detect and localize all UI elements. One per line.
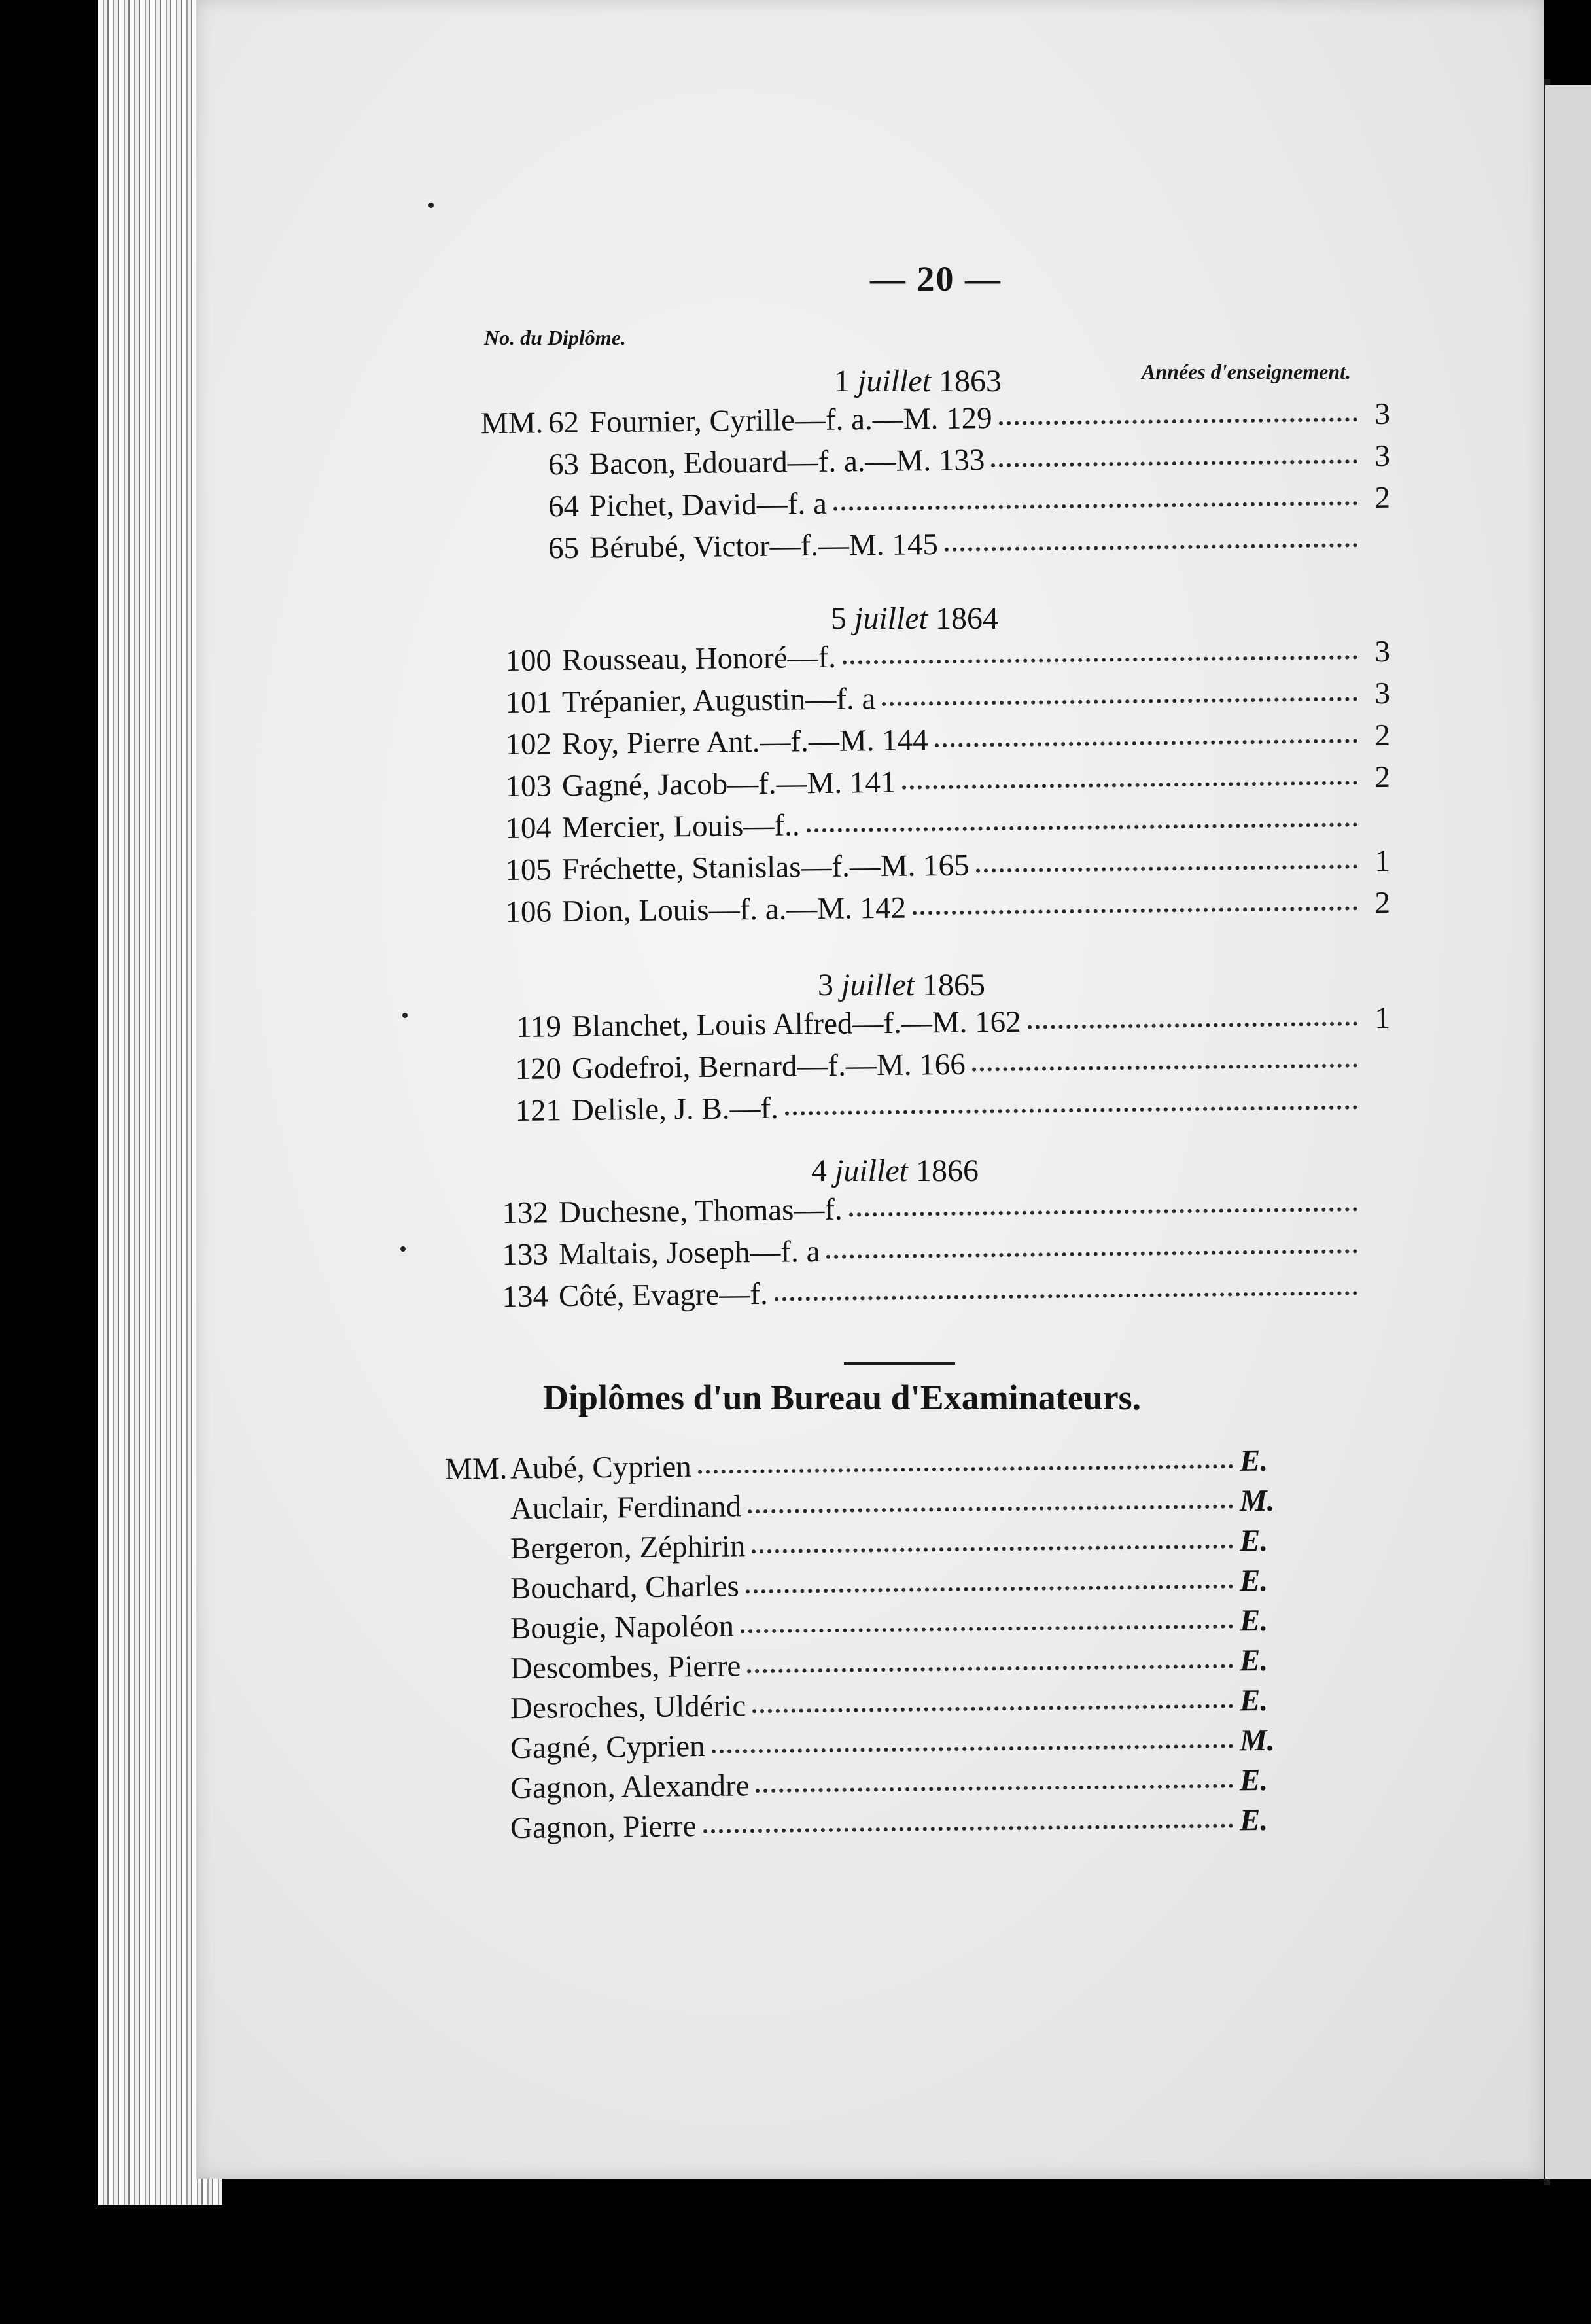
teacher-name: Gagnon, Alexandre (510, 1769, 750, 1806)
column-header-diploma-number: No. du Diplôme. (484, 326, 626, 349)
dot-leader (752, 1703, 1233, 1714)
date-day: 4 (811, 1153, 827, 1188)
dot-leader (935, 737, 1357, 747)
dot-leader (756, 1783, 1233, 1793)
diploma-number: 100 (505, 643, 552, 678)
date-year: 1865 (922, 968, 985, 1002)
bureau-row (510, 1563, 1276, 1610)
dot-leader (698, 1463, 1233, 1474)
teacher-name: Aubé, Cyprien (510, 1449, 691, 1486)
years-teaching: 2 (1374, 885, 1391, 921)
teacher-name: Auclair, Ferdinand (510, 1489, 742, 1526)
teacher-name: Gagné, Jacob—f.—M. 141 (561, 765, 896, 803)
years-teaching: 2 (1374, 760, 1391, 795)
honorific-prefix (481, 516, 546, 517)
years-teaching: 2 (1374, 480, 1391, 515)
dot-leader (1028, 1020, 1357, 1029)
dot-leader (976, 863, 1357, 872)
date-month: juillet (858, 364, 931, 398)
section-date (818, 967, 985, 1003)
dot-leader (972, 1062, 1357, 1071)
dot-leader (752, 1543, 1233, 1554)
dot-leader (945, 542, 1357, 552)
section-date (834, 363, 1002, 399)
dot-leader (999, 416, 1357, 425)
date-day: 5 (831, 601, 847, 636)
teacher-name: Bérubé, Victor—f.—M. 145 (589, 527, 939, 565)
dot-leader (712, 1743, 1233, 1753)
years-teaching: 3 (1374, 676, 1391, 711)
section-date (831, 601, 998, 637)
teacher-name: Bouchard, Charles (510, 1569, 740, 1606)
dot-leader (902, 779, 1357, 789)
years-teaching: 3 (1374, 396, 1391, 431)
dot-leader (775, 1290, 1357, 1301)
dot-leader (746, 1583, 1233, 1594)
diploma-grade: E. (1239, 1643, 1268, 1678)
years-teaching: 3 (1374, 634, 1391, 669)
diploma-number: 119 (516, 1010, 562, 1044)
ink-speck (400, 1246, 406, 1252)
date-year: 1863 (938, 364, 1002, 398)
teacher-name: Rousseau, Honoré—f. (561, 640, 837, 678)
honorific-prefix: MM. (480, 406, 544, 441)
dot-leader (843, 654, 1357, 664)
bureau-row (510, 1643, 1276, 1690)
teacher-name: Descombes, Pierre (510, 1649, 741, 1686)
bureau-row (510, 1763, 1276, 1810)
teacher-name: Fournier, Cyrille—f. a.—M. 129 (589, 401, 992, 440)
teacher-name: Fréchette, Stanislas—f.—M. 165 (561, 848, 970, 887)
honorific-prefix (481, 474, 546, 475)
diploma-grade: E. (1239, 1683, 1268, 1718)
diploma-number: 103 (505, 769, 552, 804)
dot-leader (747, 1663, 1233, 1674)
diploma-number: 64 (548, 489, 580, 524)
column-header-years-teaching: Années d'enseignement. (1142, 360, 1352, 383)
diploma-number: 102 (505, 727, 552, 762)
diploma-number: 120 (515, 1051, 562, 1086)
teacher-name: Gagné, Cyprien (510, 1729, 705, 1766)
teacher-name: Bacon, Edouard—f. a.—M. 133 (589, 443, 985, 482)
teacher-name: Maltais, Joseph—f. a (558, 1234, 820, 1272)
honorific-prefix (481, 558, 546, 559)
date-month: juillet (854, 601, 928, 636)
diploma-number: 62 (548, 405, 580, 440)
bureau-row (510, 1483, 1276, 1530)
section-date (811, 1153, 979, 1189)
dot-leader (785, 1104, 1357, 1115)
dot-leader (826, 1248, 1357, 1259)
teacher-name: Mercier, Louis—f.. (561, 808, 800, 845)
diploma-number: 104 (505, 811, 552, 846)
teacher-name: Delisle, J. B.—f. (571, 1091, 779, 1128)
bureau-row (510, 1603, 1276, 1650)
teacher-name: Blanchet, Louis Alfred—f.—M. 162 (571, 1004, 1021, 1044)
teacher-name: Dion, Louis—f. a.—M. 142 (561, 890, 907, 929)
diploma-number: 132 (502, 1195, 549, 1231)
diploma-grade: M. (1239, 1483, 1275, 1519)
diploma-number: 63 (548, 447, 580, 482)
teacher-name: Bergeron, Zéphirin (510, 1529, 746, 1566)
diploma-grade: E. (1239, 1603, 1268, 1638)
ink-speck (428, 203, 434, 208)
teacher-name: Bougie, Napoléon (510, 1609, 735, 1646)
diploma-number: 65 (548, 531, 580, 566)
teacher-name: Godefroi, Bernard—f.—M. 166 (571, 1047, 966, 1086)
dot-leader (882, 695, 1357, 706)
facing-page (1545, 85, 1591, 2179)
diploma-number: 121 (515, 1093, 562, 1128)
bureau-row (510, 1683, 1276, 1730)
years-teaching: 1 (1374, 843, 1391, 879)
section-separator (844, 1362, 955, 1365)
dot-leader (991, 458, 1357, 467)
years-teaching: 3 (1374, 438, 1391, 473)
years-teaching: 2 (1374, 718, 1391, 753)
diploma-number: 106 (505, 894, 552, 930)
teacher-name: Gagnon, Pierre (510, 1809, 697, 1846)
page-number: — 20 — (870, 259, 1002, 298)
diploma-grade: M. (1239, 1723, 1275, 1758)
bureau-row (510, 1523, 1276, 1570)
section-title: Diplômes d'un Bureau d'Examinateurs. (543, 1378, 1142, 1417)
teacher-name: Côté, Evagre—f. (558, 1276, 769, 1314)
diploma-grade: E. (1239, 1803, 1268, 1838)
dot-leader (849, 1206, 1357, 1216)
date-year: 1864 (935, 601, 998, 636)
teacher-name: Pichet, David—f. a (589, 486, 828, 523)
dot-leader (748, 1504, 1233, 1514)
dot-leader (703, 1823, 1234, 1834)
date-month: juillet (841, 968, 915, 1002)
diploma-number: 101 (505, 685, 552, 720)
diploma-grade: E. (1239, 1523, 1268, 1558)
teacher-name: Roy, Pierre Ant.—f.—M. 144 (561, 723, 928, 762)
diploma-grade: E. (1239, 1563, 1268, 1598)
dot-leader (913, 905, 1357, 915)
bureau-row (510, 1803, 1276, 1850)
dot-leader (833, 500, 1357, 510)
date-day: 1 (834, 364, 850, 398)
teacher-name: Desroches, Uldéric (510, 1689, 746, 1726)
ink-speck (402, 1013, 408, 1018)
diploma-grade: E. (1239, 1763, 1268, 1798)
date-day: 3 (818, 968, 833, 1002)
diploma-number: 105 (505, 853, 552, 888)
diploma-number: 134 (502, 1279, 549, 1314)
diploma-grade: E. (1239, 1443, 1268, 1478)
date-year: 1866 (915, 1153, 979, 1188)
bureau-row (510, 1723, 1276, 1770)
dot-leader (741, 1623, 1233, 1634)
years-teaching: 1 (1374, 1000, 1391, 1036)
date-month: juillet (835, 1153, 908, 1188)
teacher-name: Duchesne, Thomas—f. (558, 1192, 843, 1230)
honorific-prefix: MM. (444, 1451, 508, 1487)
diploma-number: 133 (502, 1237, 549, 1273)
dot-leader (807, 821, 1357, 832)
teacher-name: Trépanier, Augustin—f. a (561, 682, 876, 720)
